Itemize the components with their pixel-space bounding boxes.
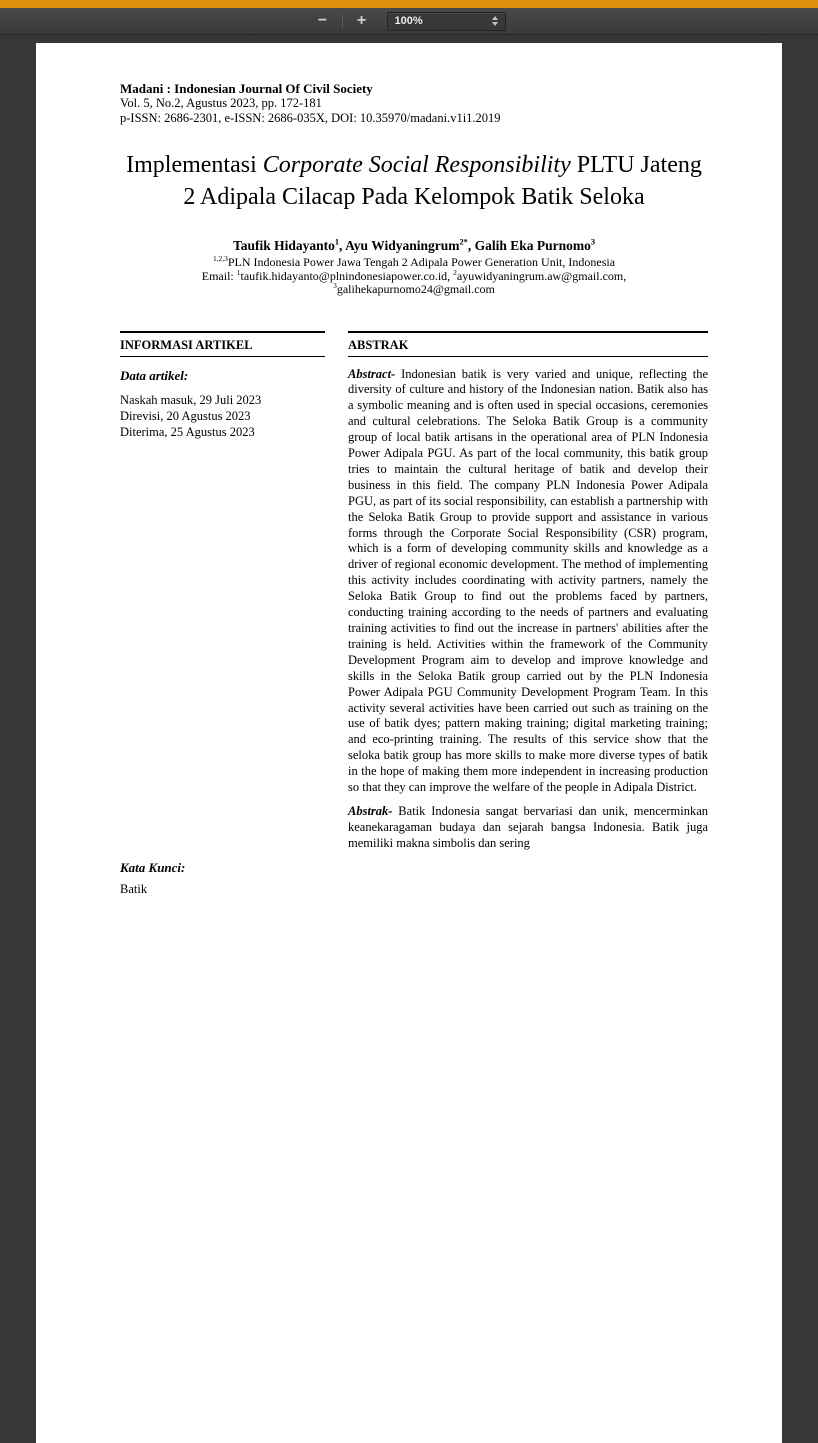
- article-info-abstract-table: [120, 331, 708, 896]
- email-2-superscript: 2: [453, 267, 457, 277]
- stepper-up-arrow-icon: [492, 16, 498, 20]
- abstract-indonesian-paragraph: [348, 804, 708, 852]
- abstract-indonesian-lead: Abstrak-: [348, 803, 393, 818]
- affiliation-line: [120, 256, 708, 270]
- journal-volume-line: Vol. 5, No.2, Agustus 2023, pp. 172-181: [120, 96, 322, 110]
- document-page: [36, 43, 782, 1443]
- select-stepper-icon: [492, 16, 498, 26]
- keyword-item: Batik: [120, 881, 148, 896]
- author-1: Taufik Hidayanto: [232, 238, 335, 253]
- email-line-1: [120, 267, 708, 284]
- affiliation-superscript: 1,2,3: [212, 254, 228, 263]
- author-separator: ,: [467, 238, 475, 253]
- paper-title-text-2: PLTU Jateng 2 Adipala Cilacap Pada Kelompok Batik Seloka: [183, 152, 702, 210]
- author-3: Galih Eka Purnomo: [474, 238, 591, 253]
- abstract-english-paragraph: [348, 367, 708, 796]
- toolbar-divider: [342, 15, 343, 28]
- abstract-indonesian-text: Batik Indonesia sangat bervariasi dan unik, mencerminkan keanekaragaman budaya dan sejarah bangsa Indonesia. Batik juga memiliki makna simbolis dan sering: [348, 803, 708, 850]
- author-separator: ,: [339, 238, 346, 253]
- accent-top-bar: [0, 0, 818, 8]
- abstract-header: ABSTRAK: [348, 333, 708, 357]
- date-revised: Direvisi, 20 Agustus 2023: [120, 408, 251, 423]
- zoom-in-button[interactable]: +: [356, 12, 367, 29]
- author-2-superscript: 2*: [459, 237, 468, 247]
- email-address-3: galihekapurnomo24@gmail.com: [336, 282, 495, 296]
- stepper-down-arrow-icon: [492, 22, 498, 26]
- author-1-superscript: 1: [334, 237, 340, 247]
- email-label: Email:: [201, 268, 237, 283]
- email-address-2: ayuwidyaningrum.aw@gmail.com,: [456, 268, 627, 283]
- article-info-column: [120, 331, 325, 896]
- email-3-superscript: 3: [333, 281, 337, 290]
- paper-title-italic-text: Corporate Social Responsibility: [262, 152, 571, 178]
- affiliation-text: PLN Indonesia Power Jawa Tengah 2 Adipala Power Generation Unit, Indonesia: [227, 255, 616, 269]
- keywords-block: [120, 860, 325, 897]
- data-artikel-label: Data artikel:: [120, 367, 189, 383]
- article-dates-list: [120, 392, 325, 440]
- date-received: Naskah masuk, 29 Juli 2023: [120, 392, 262, 407]
- author-2: Ayu Widyaningrum: [345, 238, 460, 253]
- journal-issn-doi-line: p-ISSN: 2686-2301, e-ISSN: 2686-035X, DOI: 10.35970/madani.v1i1.2019: [120, 111, 501, 125]
- paper-title-text: Implementasi: [126, 152, 263, 178]
- abstract-english-text: Indonesian batik is very varied and unique, reflecting the diversity of culture and history of the Indonesian nation. Batik also has a symbolic meaning and is often used in special occasions, ceremonies and cultural celebrations. The Seloka Batik Group is a community group of local batik artisans in the operational area of PLN Indonesia Power Adipala PGU. As part of the local community, this batik group tries to maintain the cultural heritage of batik and develop their business in this field. The company PLN Indonesia Power Adipala PGU, as part of its social responsibility, can establish a partnership with the Seloka Batik Group to provide support and assistance in various forms through the Corporate Social Responsibility (CSR) program, which is a form of developing community skills and knowledge as a driver of regional economic development. The method of implementing this activity includes coordinating with activity partners, namely the Seloka Batik Group to find out the problems faced by partners, conducting training according to the needs of partners and evaluating training activities to find out the increase in partners' abilities after the training is held. Activities within the framework of the Community Development Program aim to develop and improve knowledge and skills in the Seloka Batik group carried out by the PLN Indonesia Power Adipala PGU Community Development Program Team. In this activity several activities have been carried out such as training on the use of batik dyes; pattern making training; digital marketing training; and eco-printing training. The results of this service show that the seloka batik group has more skills to make more diverse types of batik in the hope of making them more independent in increasing production so that they can improve the welfare of the people in Adipala District.: [348, 366, 708, 795]
- article-info-header: INFORMASI ARTIKEL: [120, 333, 325, 357]
- author-3-superscript: 3: [590, 237, 596, 247]
- email-line-2: [120, 283, 708, 297]
- zoom-out-button[interactable]: −: [317, 12, 328, 29]
- email-1-superscript: 1: [236, 267, 241, 277]
- paper-title: [120, 149, 708, 213]
- abstract-english-lead: Abstract-: [348, 366, 396, 381]
- pdf-viewer-toolbar: [0, 8, 818, 35]
- email-address-1: taufik.hidayanto@plnindonesiapower.co.id,: [240, 268, 454, 283]
- authors-line: [120, 238, 708, 253]
- date-accepted: Diterima, 25 Agustus 2023: [120, 424, 255, 439]
- abstract-column: [348, 331, 708, 852]
- journal-name: Madani : Indonesian Journal Of Civil Society: [120, 81, 373, 96]
- zoom-level-value: 100%: [394, 15, 423, 27]
- kata-kunci-label: Kata Kunci:: [120, 859, 186, 875]
- zoom-level-select[interactable]: [387, 12, 506, 31]
